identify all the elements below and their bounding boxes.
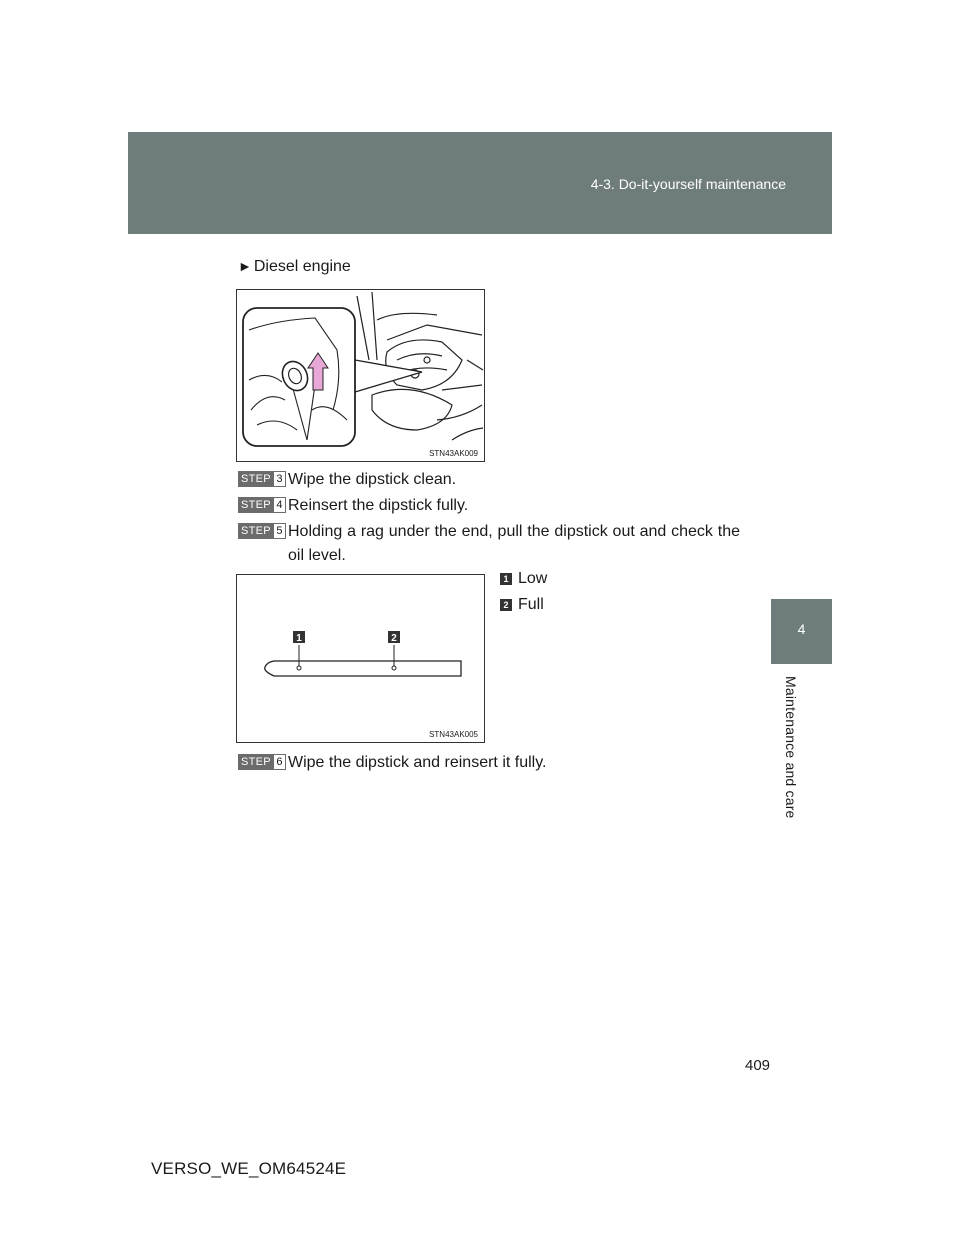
step-badge-label: STEP	[238, 754, 274, 770]
step-text: Wipe the dipstick clean.	[288, 471, 457, 488]
chapter-number: 4	[797, 621, 806, 637]
chapter-tab	[771, 599, 832, 664]
step-badge	[238, 754, 286, 770]
legend-label: Low	[518, 570, 548, 587]
step-badge-label: STEP	[238, 471, 274, 487]
callout-full-marker: 2	[391, 633, 397, 644]
section-header-title: 4-3. Do-it-yourself maintenance	[590, 176, 786, 192]
figure-code: STN43AK005	[429, 730, 478, 739]
figure-code: STN43AK009	[429, 449, 478, 458]
step-badge	[238, 523, 286, 539]
engine-bay-illustration-icon	[237, 290, 484, 461]
step-badge-label: STEP	[238, 497, 274, 513]
step-text: Reinsert the dipstick fully.	[288, 497, 469, 514]
legend-marker: 1	[500, 573, 512, 585]
step-badge-number: 6	[274, 754, 286, 770]
triangle-marker-icon: ►	[238, 258, 252, 274]
step-badge	[238, 471, 286, 487]
callout-low-marker: 1	[296, 633, 302, 644]
engine-bay-figure	[236, 289, 485, 462]
legend-item-full	[500, 596, 544, 614]
section-title-text: Diesel engine	[253, 258, 351, 275]
step-badge-number: 5	[274, 523, 286, 539]
page-number: 409	[745, 1057, 771, 1074]
step-badge-label: STEP	[238, 523, 274, 539]
step-text: Holding a rag under the end, pull the dipstick out and check the oil level.	[288, 523, 740, 564]
step-badge	[238, 497, 286, 513]
dipstick-level-figure	[236, 574, 485, 743]
legend-label: Full	[518, 596, 544, 613]
section-title	[238, 258, 351, 276]
chapter-label: Maintenance and care	[783, 676, 799, 819]
step-badge-number: 4	[274, 497, 286, 513]
legend-item-low	[500, 570, 547, 588]
step-badge-number: 3	[274, 471, 286, 487]
section-header-bar	[128, 132, 832, 234]
document-code: VERSO_WE_OM64524E	[151, 1159, 347, 1178]
legend-marker: 2	[500, 599, 512, 611]
step-text: Wipe the dipstick and reinsert it fully.	[288, 754, 547, 771]
dipstick-illustration-icon	[237, 575, 484, 742]
